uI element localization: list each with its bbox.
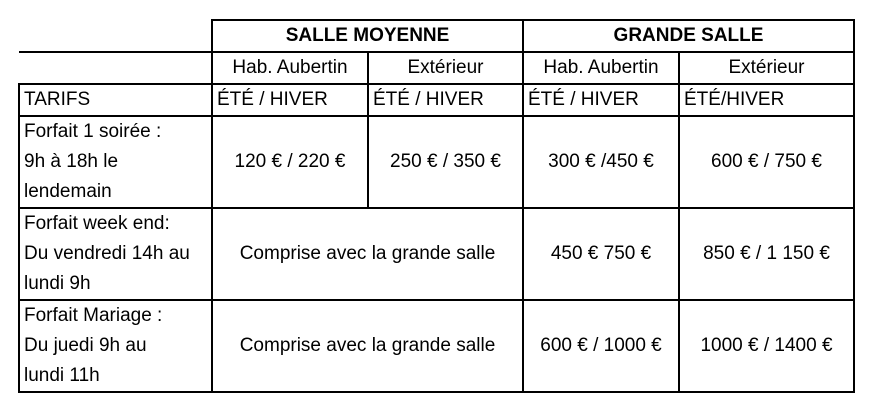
table-row	[19, 116, 854, 208]
row-label-line: lundi 11h	[24, 365, 100, 386]
row-label-line: Forfait 1 soirée :	[24, 121, 162, 142]
price-cell: 850 € / 1 150 €	[679, 208, 854, 300]
tarifs-label: TARIFS	[19, 84, 212, 116]
row-label	[19, 116, 212, 208]
season-cell: ÉTÉ / HIVER	[523, 84, 679, 116]
subheader-grande-hab: Hab. Aubertin	[523, 52, 679, 84]
table-row	[19, 208, 854, 300]
row-label-line: Forfait week end:	[24, 213, 170, 234]
subheader-moyenne-hab: Hab. Aubertin	[212, 52, 368, 84]
price-cell: 1000 € / 1400 €	[679, 300, 854, 392]
empty-corner-cell	[19, 52, 212, 84]
grande-salle-header: GRANDE SALLE	[523, 20, 854, 52]
row-label	[19, 208, 212, 300]
season-row	[19, 84, 854, 116]
salle-moyenne-header: SALLE MOYENNE	[212, 20, 523, 52]
row-label-line: 9h à 18h le	[24, 151, 119, 172]
price-cell: 300 € /450 €	[523, 116, 679, 208]
price-cell: 600 € / 1000 €	[523, 300, 679, 392]
tarifs-table	[18, 19, 855, 393]
season-cell: ÉTÉ / HIVER	[368, 84, 523, 116]
season-cell: ÉTÉ/HIVER	[679, 84, 854, 116]
subheader-moyenne-ext: Extérieur	[368, 52, 523, 84]
row-label-line: Du juedi 9h au	[24, 335, 147, 356]
row-label-line: Forfait Mariage :	[24, 305, 163, 326]
empty-corner-cell	[19, 20, 212, 52]
merged-moyenne-cell: Comprise avec la grande salle	[212, 208, 523, 300]
subheader-row	[19, 52, 854, 84]
row-label-line: Du vendredi 14h au	[24, 243, 190, 264]
group-header-row	[19, 20, 854, 52]
merged-moyenne-cell: Comprise avec la grande salle	[212, 300, 523, 392]
row-label	[19, 300, 212, 392]
price-cell: 450 € 750 €	[523, 208, 679, 300]
subheader-grande-ext: Extérieur	[679, 52, 854, 84]
row-label-line: lendemain	[24, 181, 112, 202]
table-row	[19, 300, 854, 392]
row-label-line: lundi 9h	[24, 273, 91, 294]
season-cell: ÉTÉ / HIVER	[212, 84, 368, 116]
price-cell: 250 € / 350 €	[368, 116, 523, 208]
price-cell: 120 € / 220 €	[212, 116, 368, 208]
price-cell: 600 € / 750 €	[679, 116, 854, 208]
